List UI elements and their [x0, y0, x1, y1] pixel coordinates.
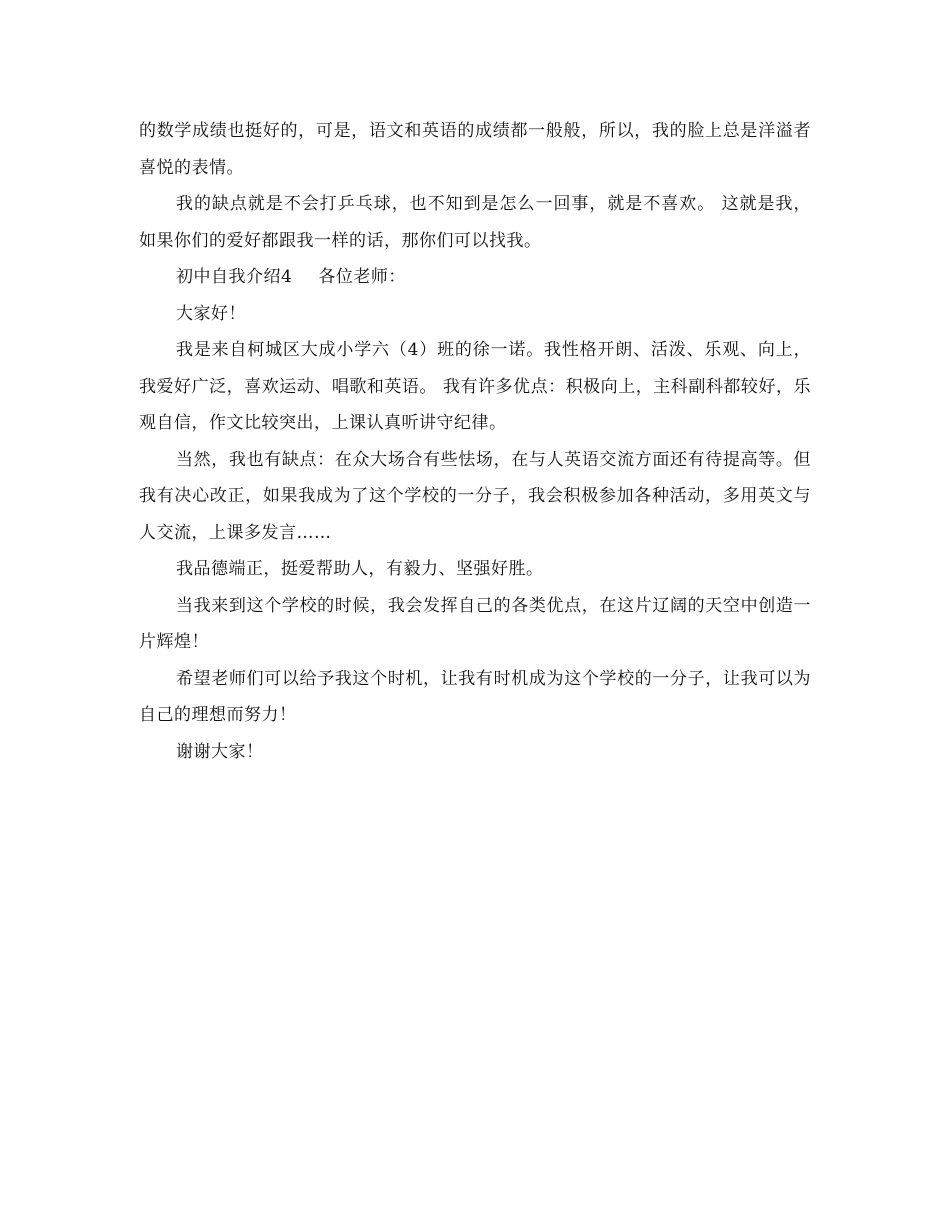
paragraph-character: 我品德端正，挺爱帮助人，有毅力、坚强好胜。 [176, 559, 544, 579]
paragraph-continuation: 的数学成绩也挺好的，可是，语文和英语的成绩都一般般，所以，我的脸上总是洋溢者喜悦的表情。 [139, 121, 811, 178]
paragraph-shortcomings: 我的缺点就是不会打乒乓球，也不知到是怎么一回事，就是不喜欢。 这就是我，如果你们的爱好都跟我一样的话，那你们可以找我。 [139, 194, 811, 251]
paragraph-hope: 希望老师们可以给予我这个时机，让我有时机成为这个学校的一分子，让我可以为自己的理想而努力！ [139, 668, 811, 725]
section-salutation: 各位老师： [318, 267, 406, 287]
section-heading-line [139, 259, 811, 296]
paragraph-aspiration: 当我来到这个学校的时候，我会发挥自己的各类优点，在这片辽阔的天空中创造一片辉煌！ [139, 595, 811, 652]
greeting: 大家好！ [176, 303, 246, 324]
paragraph-introduction: 我是来自柯城区大成小学六（4）班的徐一诺。我性格开朗、活泼、乐观、向上，我爱好广泛，喜欢运动、唱歌和英语。 我有许多优点：积极向上，主科副科都较好，乐观自信，作文比较突出，上课认真听讲守纪律。 [139, 340, 811, 433]
closing-thanks: 谢谢大家！ [176, 741, 264, 762]
section-heading: 初中自我介绍4 [176, 267, 293, 287]
paragraph-weaknesses: 当然，我也有缺点：在众大场合有些怯场，在与人英语交流方面还有待提高等。但我有决心改正，如果我成为了这个学校的一分子，我会积极参加各种活动，多用英文与人交流，上课多发言…… [139, 449, 811, 543]
document-body [139, 113, 811, 770]
